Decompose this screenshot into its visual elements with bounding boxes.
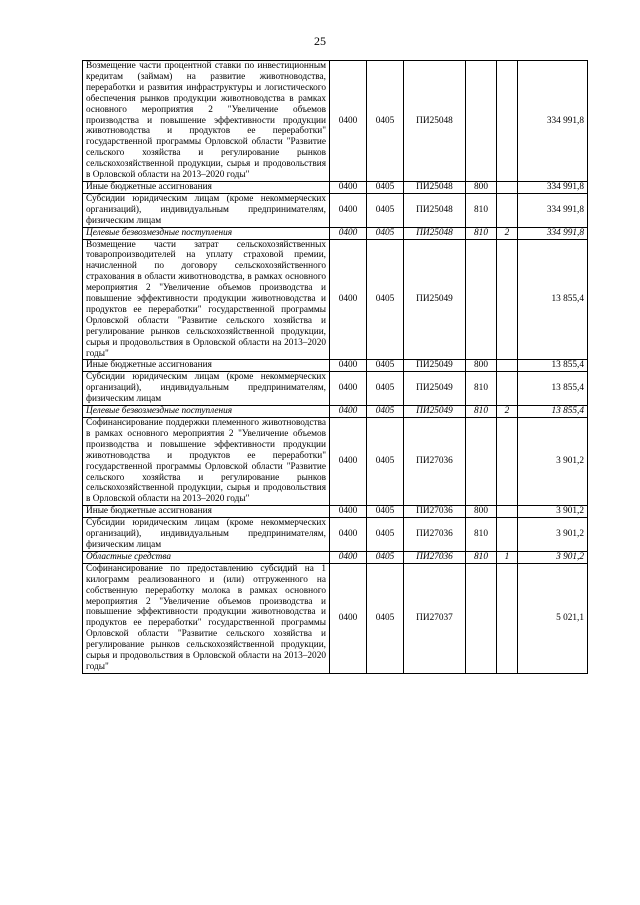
expense-type-code [466,418,497,506]
expense-type-code: 810 [466,518,497,552]
target-article-code: ПИ25049 [404,239,466,360]
row-name: Возмещение части затрат сельскохозяйственных товаропроизводителей на уплату страховой премии, начисленной по договору сельскохозяйственного страхования в области животноводства, в рамках основного мероприятия 2 "Увеличение объемов производства и повышение эффективности продукции животноводства и продуктов ее переработки" государственной программы Орловской области "Развитие сельского хозяйства и регулирование рынков сельскохозяйственной продукции, сырья и продовольствия в Орловской области на 2013–2020 годы" [83,239,330,360]
table-row [83,551,588,563]
funding-source-code [497,193,518,227]
target-article-code: ПИ27036 [404,418,466,506]
subsection-code: 0405 [367,181,404,193]
expense-type-code: 810 [466,551,497,563]
section-code: 0400 [330,181,367,193]
funding-source-code [497,61,518,182]
page-number: 25 [314,34,326,48]
table-row [83,372,588,406]
subsection-code: 0405 [367,506,404,518]
row-name: Софинансирование по предоставлению субсидий на 1 килограмм реализованного и (или) отгруженного на собственную переработку молока в рамках основного мероприятия 2 "Увеличение объемов производства и повышение эффективности продукции животноводства и продуктов ее переработки" государственной программы Орловской области "Развитие сельского хозяйства и регулирование рынков сельскохозяйственной продукции, сырья и продовольствия в Орловской области на 2013–2020 годы" [83,563,330,673]
expense-type-code: 800 [466,506,497,518]
section-code: 0400 [330,360,367,372]
section-code: 0400 [330,551,367,563]
amount-value: 334 991,8 [518,193,588,227]
target-article-code: ПИ27037 [404,563,466,673]
subsection-code: 0405 [367,360,404,372]
row-name: Возмещение части процентной ставки по инвестиционным кредитам (займам) на развитие животноводства, переработки и развития инфраструктуры и логистического обеспечения рынков продукции животноводства в рамках основного мероприятия 2 "Увеличение объемов производства и повышение эффективности продукции животноводства и продуктов ее переработки" государственной программы Орловской области "Развитие сельского хозяйства и регулирование рынков сельскохозяйственной продукции, сырья и продовольствия в Орловской области на 2013–2020 годы" [83,61,330,182]
amount-value: 3 901,2 [518,518,588,552]
expense-type-code [466,61,497,182]
target-article-code: ПИ25049 [404,360,466,372]
subsection-code: 0405 [367,239,404,360]
table-row [83,563,588,673]
funding-source-code [497,563,518,673]
row-name: Субсидии юридическим лицам (кроме некоммерческих организаций), индивидуальным предпринимателям, физическим лицам [83,518,330,552]
target-article-code: ПИ27036 [404,518,466,552]
funding-source-code [497,518,518,552]
amount-value: 3 901,2 [518,551,588,563]
row-name: Иные бюджетные ассигнования [83,181,330,193]
target-article-code: ПИ27036 [404,506,466,518]
funding-source-code [497,239,518,360]
expense-type-code: 810 [466,193,497,227]
table-row [83,181,588,193]
row-name: Софинансирование поддержки племенного животноводства в рамках основного мероприятия 2 "Увеличение объемов производства и повышение эффективности продукции животноводства и продуктов ее переработки" государственной программы Орловской области "Развитие сельского хозяйства и регулирование рынков сельскохозяйственной продукции, сырья и продовольствия в Орловской области на 2013–2020 годы" [83,418,330,506]
amount-value: 334 991,8 [518,61,588,182]
amount-value: 3 901,2 [518,418,588,506]
amount-value: 13 855,4 [518,372,588,406]
subsection-code: 0405 [367,227,404,239]
funding-source-code: 2 [497,406,518,418]
amount-value: 13 855,4 [518,239,588,360]
amount-value: 13 855,4 [518,360,588,372]
target-article-code: ПИ25049 [404,372,466,406]
table-row [83,360,588,372]
funding-source-code: 1 [497,551,518,563]
funding-source-code [497,372,518,406]
row-name: Субсидии юридическим лицам (кроме некоммерческих организаций), индивидуальным предпринимателям, физическим лицам [83,372,330,406]
funding-source-code [497,506,518,518]
subsection-code: 0405 [367,406,404,418]
table-row [83,193,588,227]
table-row [83,61,588,182]
subsection-code: 0405 [367,563,404,673]
section-code: 0400 [330,239,367,360]
target-article-code: ПИ25048 [404,227,466,239]
section-code: 0400 [330,418,367,506]
expense-type-code [466,239,497,360]
row-name: Целевые безвозмездные поступления [83,227,330,239]
section-code: 0400 [330,406,367,418]
section-code: 0400 [330,563,367,673]
amount-value: 334 991,8 [518,227,588,239]
subsection-code: 0405 [367,193,404,227]
section-code: 0400 [330,227,367,239]
funding-source-code: 2 [497,227,518,239]
target-article-code: ПИ25049 [404,406,466,418]
section-code: 0400 [330,61,367,182]
expense-type-code: 810 [466,372,497,406]
row-name: Областные средства [83,551,330,563]
table-row [83,506,588,518]
budget-table [82,60,588,674]
row-name: Иные бюджетные ассигнования [83,506,330,518]
table-row [83,227,588,239]
section-code: 0400 [330,506,367,518]
subsection-code: 0405 [367,418,404,506]
table-row [83,406,588,418]
row-name: Субсидии юридическим лицам (кроме некоммерческих организаций), индивидуальным предпринимателям, физическим лицам [83,193,330,227]
funding-source-code [497,418,518,506]
target-article-code: ПИ25048 [404,181,466,193]
expense-type-code: 810 [466,406,497,418]
row-name: Целевые безвозмездные поступления [83,406,330,418]
section-code: 0400 [330,518,367,552]
table-row [83,518,588,552]
amount-value: 334 991,8 [518,181,588,193]
section-code: 0400 [330,193,367,227]
target-article-code: ПИ27036 [404,551,466,563]
table-row [83,239,588,360]
section-code: 0400 [330,372,367,406]
row-name: Иные бюджетные ассигнования [83,360,330,372]
expense-type-code: 800 [466,360,497,372]
expense-type-code: 810 [466,227,497,239]
funding-source-code [497,360,518,372]
expense-type-code [466,563,497,673]
amount-value: 13 855,4 [518,406,588,418]
target-article-code: ПИ25048 [404,193,466,227]
expense-type-code: 800 [466,181,497,193]
subsection-code: 0405 [367,372,404,406]
subsection-code: 0405 [367,551,404,563]
amount-value: 3 901,2 [518,506,588,518]
table-row [83,418,588,506]
funding-source-code [497,181,518,193]
subsection-code: 0405 [367,61,404,182]
target-article-code: ПИ25048 [404,61,466,182]
amount-value: 5 021,1 [518,563,588,673]
subsection-code: 0405 [367,518,404,552]
